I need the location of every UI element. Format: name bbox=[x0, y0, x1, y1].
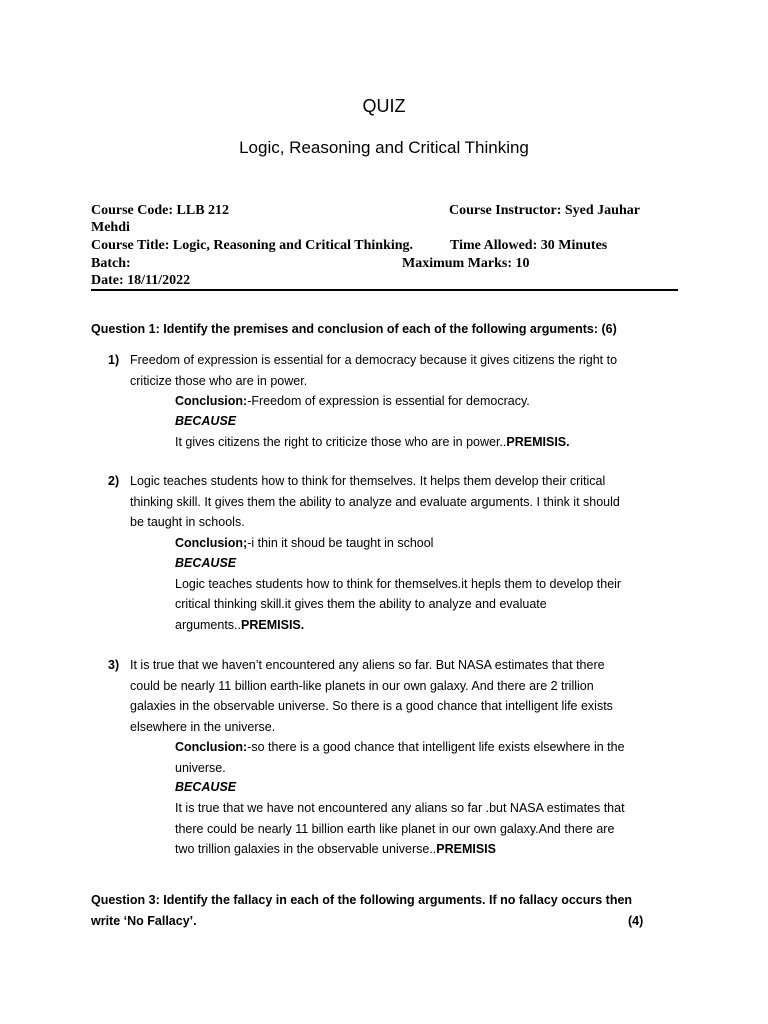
conclusion-line-cont: universe. bbox=[175, 761, 226, 775]
date: Date: 18/11/2022 bbox=[91, 273, 191, 288]
header-divider bbox=[91, 289, 678, 291]
premise-text: arguments.. bbox=[175, 618, 242, 632]
time-allowed: Time Allowed: 30 Minutes bbox=[450, 238, 608, 253]
conclusion-line bbox=[175, 536, 433, 550]
question-3-heading: Question 3: Identify the fallacy in each of the following arguments. If no fallacy occurs then bbox=[91, 893, 633, 907]
question-3-marks: (4) bbox=[628, 914, 644, 928]
premise-line bbox=[175, 618, 304, 632]
question-1-heading: Question 1: Identify the premises and conclusion of each of the following arguments: (6) bbox=[91, 322, 617, 336]
argument-line: Freedom of expression is essential for a democracy because it gives citizens the right to bbox=[130, 353, 618, 367]
premise-label: PREMISIS. bbox=[506, 435, 570, 449]
premise-line bbox=[175, 842, 496, 856]
course-title: Course Title: Logic, Reasoning and Critical Thinking. bbox=[91, 238, 414, 253]
premise-line bbox=[175, 435, 570, 449]
premise-line: there could be nearly 11 billion earth like planet in our own galaxy.And there are bbox=[175, 822, 615, 836]
argument-line: criticize those who are in power. bbox=[130, 374, 308, 388]
conclusion-label: Conclusion: bbox=[175, 740, 248, 754]
premise-text: two trillion galaxies in the observable universe.. bbox=[175, 842, 437, 856]
conclusion-text: -so there is a good chance that intelligent life exists elsewhere in the bbox=[247, 740, 625, 754]
conclusion-label: Conclusion; bbox=[175, 536, 248, 550]
item-number: 1) bbox=[108, 353, 120, 367]
because-label: BECAUSE bbox=[175, 556, 237, 570]
argument-line: thinking skill. It gives them the ability to analyze and evaluate arguments. I think it should bbox=[130, 495, 620, 509]
page-title: QUIZ bbox=[362, 96, 406, 116]
because-label: BECAUSE bbox=[175, 414, 237, 428]
conclusion-line bbox=[175, 740, 625, 754]
question-3-heading-cont: write ‘No Fallacy’. bbox=[91, 914, 197, 928]
conclusion-line bbox=[175, 394, 530, 408]
course-instructor-cont: Mehdi bbox=[91, 220, 130, 235]
maximum-marks: Maximum Marks: 10 bbox=[402, 256, 530, 271]
batch: Batch: bbox=[91, 256, 131, 271]
premise-text: It gives citizens the right to criticize those who are in power.. bbox=[175, 435, 507, 449]
argument-line: Logic teaches students how to think for themselves. It helps them develop their critical bbox=[130, 474, 606, 488]
course-code: Course Code: LLB 212 bbox=[91, 203, 230, 218]
premise-label: PREMISIS bbox=[436, 842, 496, 856]
argument-line: could be nearly 11 billion earth-like planets in our own galaxy. And there are 2 trillion bbox=[130, 679, 594, 693]
item-number: 2) bbox=[108, 474, 120, 488]
conclusion-label: Conclusion: bbox=[175, 394, 248, 408]
premise-line: critical thinking skill.it gives them the ability to analyze and evaluate bbox=[175, 597, 547, 611]
argument-line: elsewhere in the universe. bbox=[130, 720, 276, 734]
argument-line: It is true that we haven’t encountered any aliens so far. But NASA estimates that there bbox=[130, 658, 605, 672]
argument-line: be taught in schools. bbox=[130, 515, 245, 529]
conclusion-text: -Freedom of expression is essential for democracy. bbox=[247, 394, 530, 408]
course-instructor: Course Instructor: Syed Jauhar bbox=[449, 203, 640, 218]
premise-line: Logic teaches students how to think for themselves.it hepls them to develop their bbox=[175, 577, 622, 591]
premise-label: PREMISIS. bbox=[241, 618, 305, 632]
because-label: BECAUSE bbox=[175, 780, 237, 794]
argument-line: galaxies in the observable universe. So there is a good chance that intelligent life exists bbox=[130, 699, 613, 713]
item-number: 3) bbox=[108, 658, 120, 672]
premise-line: It is true that we have not encountered any alians so far .but NASA estimates that bbox=[175, 801, 625, 815]
page-subtitle: Logic, Reasoning and Critical Thinking bbox=[239, 138, 529, 157]
conclusion-text: -i thin it shoud be taught in school bbox=[247, 536, 434, 550]
